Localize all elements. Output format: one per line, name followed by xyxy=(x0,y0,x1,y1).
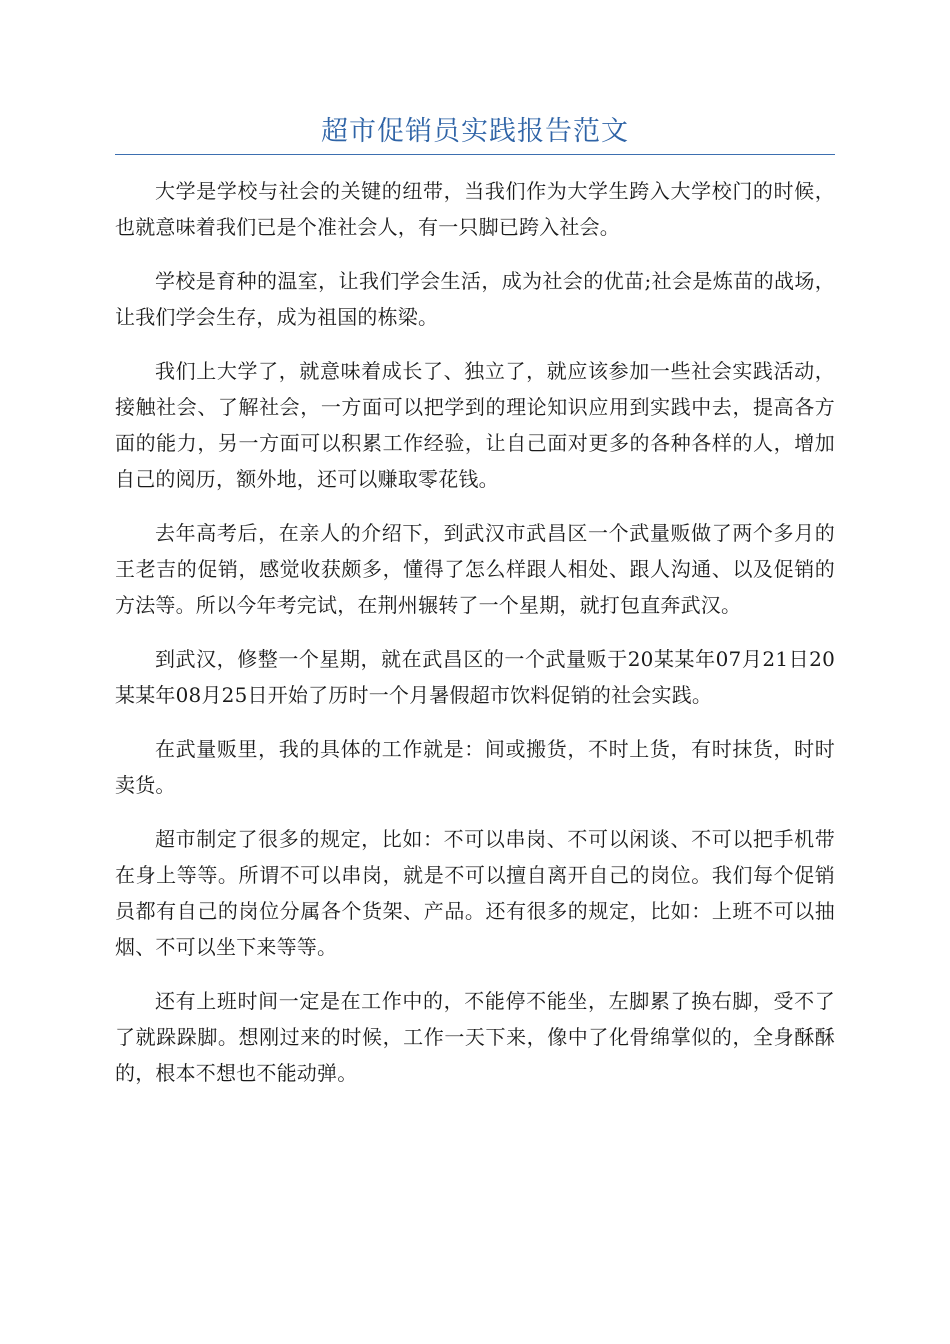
paragraph: 学校是育种的温室，让我们学会生活，成为社会的优苗;社会是炼苗的战场，让我们学会生存，成为祖国的栋梁。 xyxy=(115,269,835,329)
title-underline xyxy=(115,154,835,155)
document-body xyxy=(115,173,835,1109)
paragraph: 我们上大学了，就意味着成长了、独立了，就应该参加一些社会实践活动，接触社会、了解社会，一方面可以把学到的理论知识应用到实践中去，提高各方面的能力，另一方面可以积累工作经验，让自己面对更多的各种各样的人，增加自己的阅历，额外地，还可以赚取零花钱。 xyxy=(115,359,835,491)
document-title: 超市促销员实践报告范文 xyxy=(321,116,629,147)
paragraph: 还有上班时间一定是在工作中的，不能停不能坐，左脚累了换右脚，受不了了就跺跺脚。想刚过来的时候，工作一天下来，像中了化骨绵掌似的，全身酥酥的，根本不想也不能动弹。 xyxy=(115,989,835,1085)
paragraph: 在武量贩里，我的具体的工作就是：间或搬货，不时上货，有时抹货，时时卖货。 xyxy=(115,737,835,797)
paragraph: 大学是学校与社会的关键的纽带，当我们作为大学生跨入大学校门的时候，也就意味着我们已是个准社会人，有一只脚已跨入社会。 xyxy=(115,179,835,239)
paragraph: 超市制定了很多的规定，比如：不可以串岗、不可以闲谈、不可以把手机带在身上等等。所谓不可以串岗，就是不可以擅自离开自己的岗位。我们每个促销员都有自己的岗位分属各个货架、产品。还有很多的规定，比如：上班不可以抽烟、不可以坐下来等等。 xyxy=(115,827,835,959)
paragraph: 到武汉，修整一个星期，就在武昌区的一个武量贩于20某某年07月21日20某某年08月25日开始了历时一个月暑假超市饮料促销的社会实践。 xyxy=(115,647,835,707)
paragraph: 去年高考后，在亲人的介绍下，到武汉市武昌区一个武量贩做了两个多月的王老吉的促销，感觉收获颇多，懂得了怎么样跟人相处、跟人沟通、以及促销的方法等。所以今年考完试，在荆州辗转了一个星期，就打包直奔武汉。 xyxy=(115,521,835,617)
